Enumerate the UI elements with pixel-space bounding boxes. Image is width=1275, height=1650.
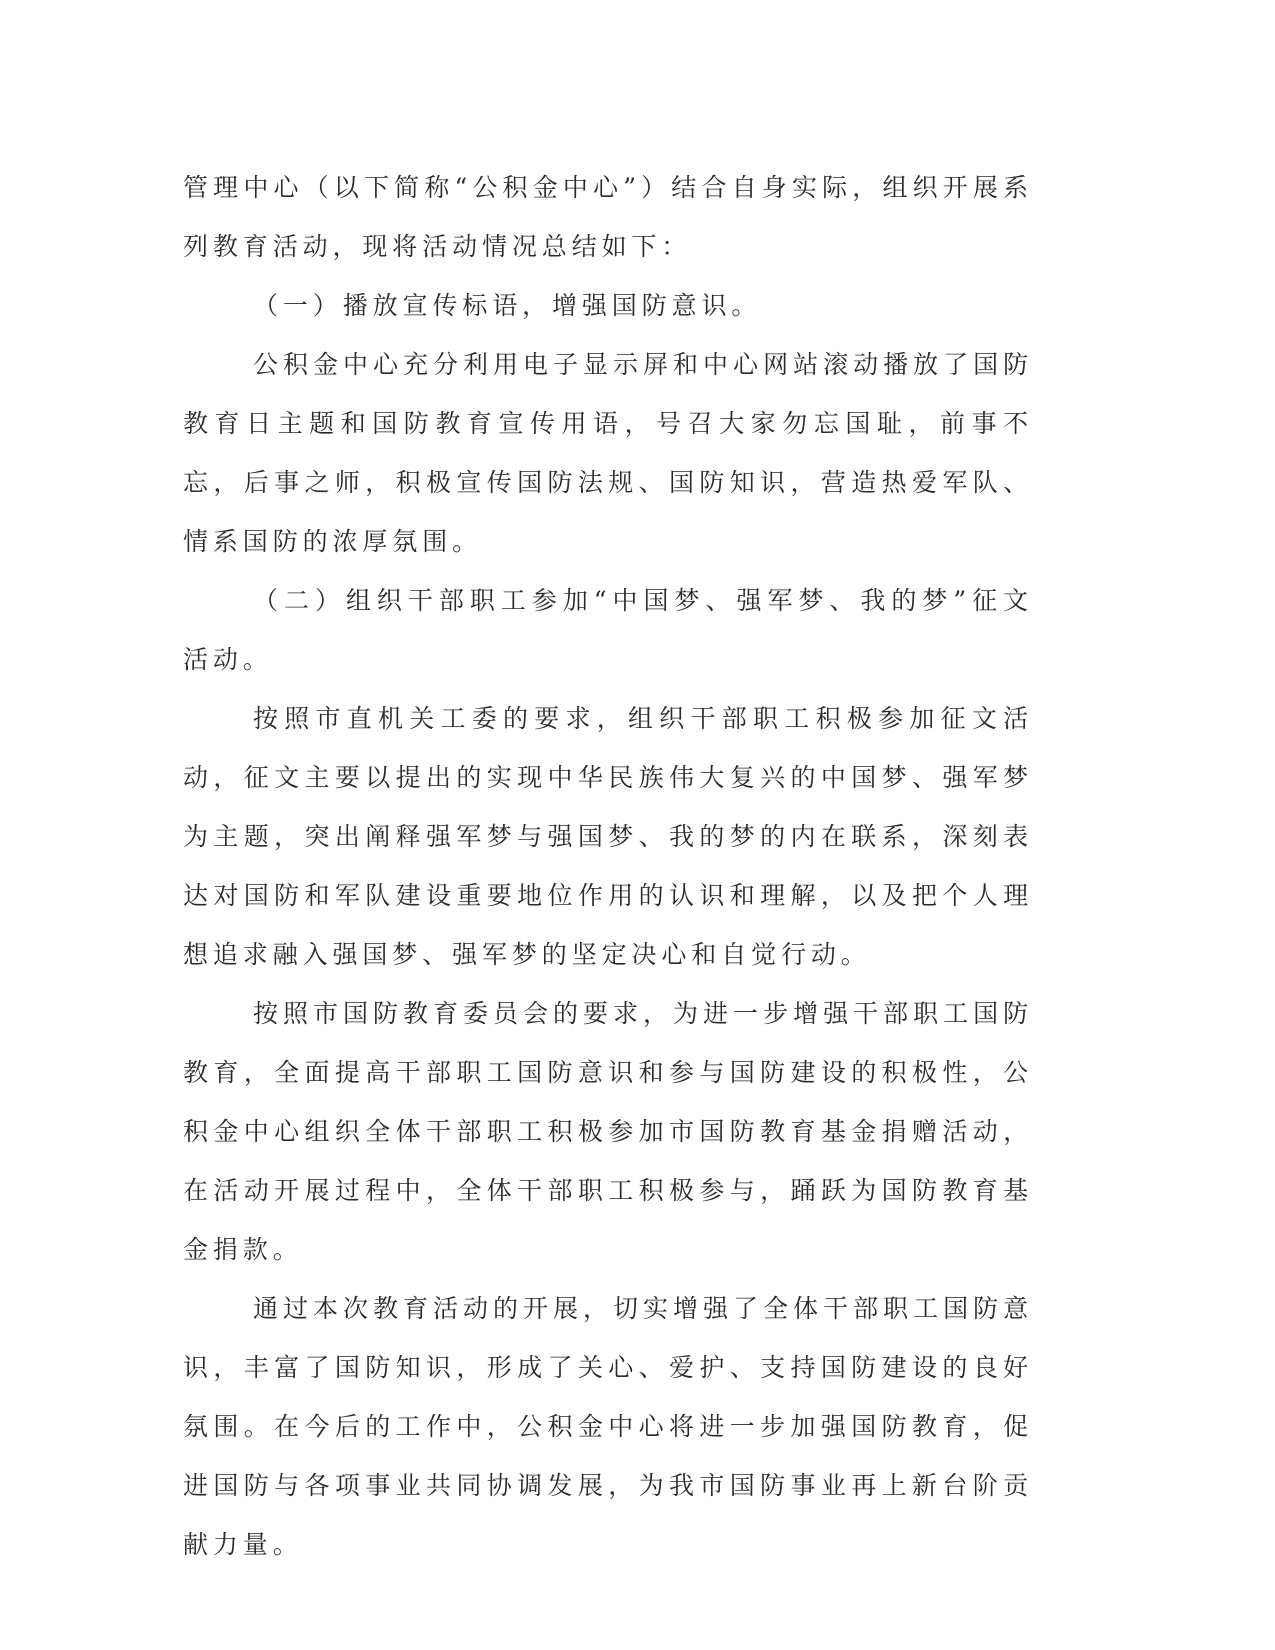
paragraph-essay-activity: 按照市直机关工委的要求，组织干部职工积极参加征文活动，征文主要以提出的实现中华民族伟大复兴的中国梦、强军梦为主题，突出阐释强军梦与强国梦、我的梦的内在联系，深刻表达对国防和军队建设重要地位作用的认识和理解，以及把个人理想追求融入强国梦、强军梦的坚定决心和自觉行动。 bbox=[183, 704, 1033, 969]
paragraph-donation-activity: 按照市国防教育委员会的要求，为进一步增强干部职工国防教育，全面提高干部职工国防意识和参与国防建设的积极性，公积金中心组织全体干部职工积极参加市国防教育基金捐赠活动，在活动开展过程中，全体干部职工积极参与，踊跃为国防教育基金捐款。 bbox=[183, 999, 1033, 1264]
paragraph-conclusion: 通过本次教育活动的开展，切实增强了全体干部职工国防意识，丰富了国防知识，形成了关心、爱护、支持国防建设的良好氛围。在今后的工作中，公积金中心将进一步加强国防教育，促进国防与各项事业共同协调发展，为我市国防事业再上新台阶贡献力量。 bbox=[183, 1294, 1033, 1559]
document-body bbox=[183, 158, 1033, 1574]
paragraph-slogan-broadcast: 公积金中心充分利用电子显示屏和中心网站滚动播放了国防教育日主题和国防教育宣传用语，号召大家勿忘国耻，前事不忘，后事之师，积极宣传国防法规、国防知识，营造热爱军队、情系国防的浓厚氛围。 bbox=[183, 350, 1033, 556]
paragraph-intro-continuation: 管理中心（以下简称“公积金中心”）结合自身实际，组织开展系列教育活动，现将活动情况总结如下： bbox=[183, 173, 1033, 261]
section-heading-2: （二）组织干部职工参加“中国梦、强军梦、我的梦”征文活动。 bbox=[183, 586, 1033, 674]
section-heading-1: （一）播放宣传标语，增强国防意识。 bbox=[253, 291, 762, 320]
